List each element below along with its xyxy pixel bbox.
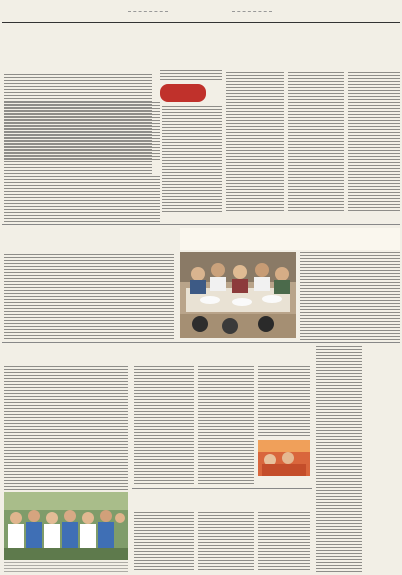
dashed-rule-right [232, 11, 272, 12]
traffic-body-col3 [258, 366, 310, 436]
divider-2 [2, 342, 400, 343]
masthead-rule [2, 22, 400, 23]
dashed-rule-left [128, 11, 168, 12]
police-body-col2 [198, 512, 254, 572]
legal-aid-body [4, 254, 174, 340]
tree-body [4, 366, 128, 490]
hope-project-body-wide [4, 102, 160, 162]
traffic-body-col1 [134, 366, 194, 484]
police-body-col3 [258, 512, 310, 572]
service-body-col3 [288, 72, 344, 212]
masthead [0, 0, 402, 24]
police-body-col1 [134, 512, 194, 572]
charity-body [316, 346, 362, 572]
divider-1 [2, 224, 400, 225]
service-body-col1 [162, 106, 222, 212]
group-photo [4, 492, 128, 560]
service-body-col2 [226, 72, 284, 212]
banner-strip [180, 228, 400, 250]
banner-body-right [300, 252, 400, 340]
service-body-under-badge [160, 70, 222, 80]
service-body-col4 [348, 72, 400, 212]
divider-3 [132, 488, 312, 489]
traffic-body-col2 [198, 366, 254, 484]
service-badge [160, 84, 206, 102]
safety-photo [258, 440, 310, 476]
group-photo-caption [4, 562, 128, 572]
hope-project-body-lower [4, 176, 160, 226]
dumpling-photo [180, 252, 296, 338]
